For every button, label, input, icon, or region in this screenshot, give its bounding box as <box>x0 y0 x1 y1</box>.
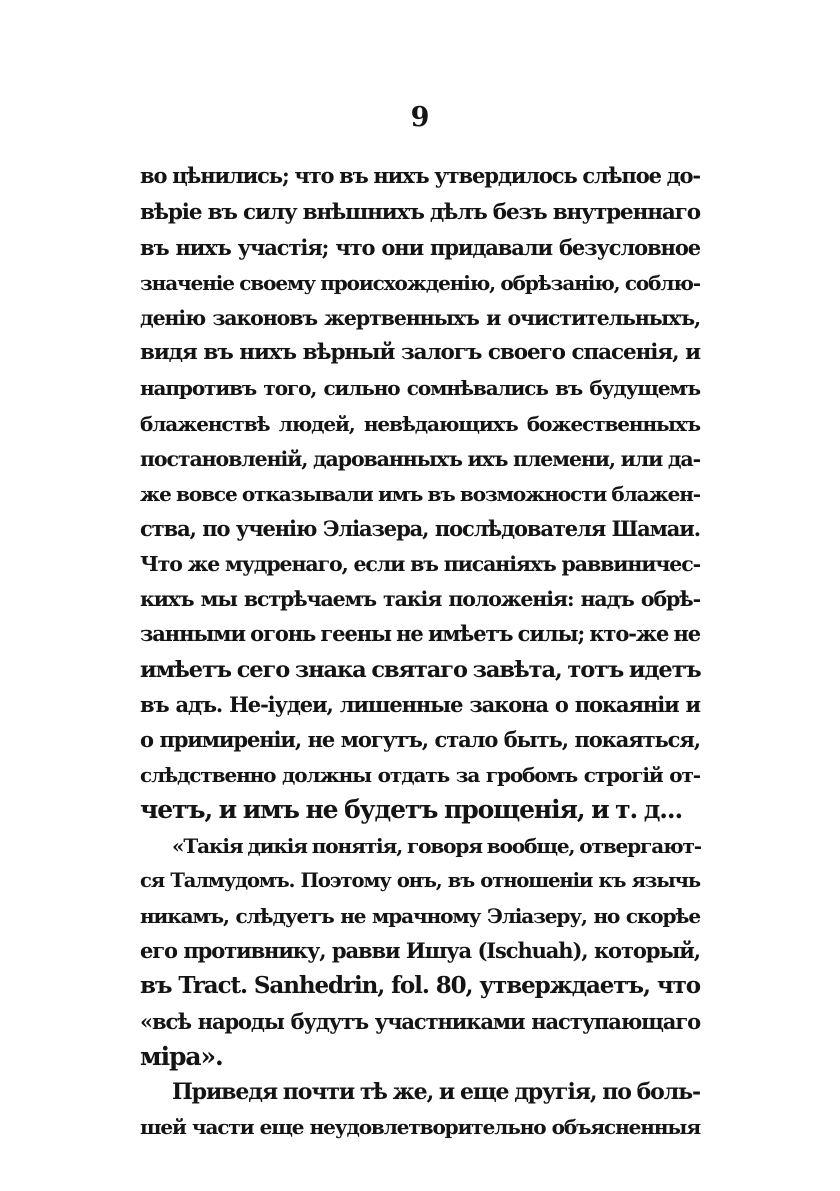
text-line: слѣдственно должны отдать за гробомъ строгій от- <box>140 763 700 787</box>
text-line: напротивъ того, сильно сомнѣвались въ будущемъ <box>140 376 700 400</box>
text-line: постановленій, дарованныхъ ихъ племени, или да- <box>140 447 700 471</box>
text-line: имѣетъ сего знака святаго завѣта, тотъ идетъ <box>140 657 701 683</box>
text-line: «всѣ народы будутъ участниками наступающаго <box>140 1009 700 1034</box>
text-line: значеніе своему происхожденію, обрѣзанію, соблю- <box>140 271 700 295</box>
text-line: во цѣнились; что въ нихъ утвердилось слѣпое до- <box>140 163 700 188</box>
text-line: о примиреніи, не могутъ, стало быть, покаяться, <box>140 727 700 752</box>
text-line: четъ, и имъ не будетъ прощенія, и т. д... <box>140 795 683 824</box>
text-line: Что же мудренаго, если въ писаніяхъ раввиничес- <box>140 552 700 576</box>
text-line: занными огонь геены не имѣетъ силы; кто-же не <box>140 621 700 646</box>
text-line: кихъ мы встрѣчаемъ такія положенія: надъ обрѣ- <box>140 587 700 611</box>
text-line: въ нихъ участія; что они придавали безусловное <box>140 235 700 260</box>
text-line: же вовсе отказывали имъ въ возможности блажен- <box>140 482 700 506</box>
text-line: въ Tract. Sanhedrin, fol. 80, утверждаетъ, что <box>140 972 700 999</box>
text-line: его противнику, равви Ишуа (Ischuah), который, <box>140 938 700 963</box>
text-line: Приведя почти тѣ же, и еще другія, по боль- <box>172 1079 700 1105</box>
text-line: ся Талмудомъ. Поэтому онъ, въ отношеніи къ язычь <box>140 869 700 892</box>
text-line: «Такія дикія понятія, говоря вообще, отвергают- <box>172 834 701 858</box>
text-line: въ адъ. Не-іудеи, лишенные закона о покаяніи и <box>140 692 700 717</box>
page-number: 9 <box>410 102 430 133</box>
text-line: ства, по ученію Эліазера, послѣдователя Шамаи. <box>140 516 700 541</box>
text-line: блаженствѣ людей, невѣдающихъ божественныхъ <box>140 412 700 436</box>
text-line: видя въ нихъ вѣрный залогъ своего спасенія, и <box>140 340 700 365</box>
text-line: міра». <box>140 1042 223 1071</box>
text-line: никамъ, слѣдуетъ не мрачному Эліазеру, но скорѣе <box>140 904 700 928</box>
text-line: шей части еще неудовлетворительно объясненныя <box>140 1115 700 1139</box>
text-line: вѣріе въ силу внѣшнихъ дѣлъ безъ внутреннаго <box>140 200 700 225</box>
text-line: денію законовъ жертвенныхъ и очистительныхъ, <box>140 306 700 330</box>
